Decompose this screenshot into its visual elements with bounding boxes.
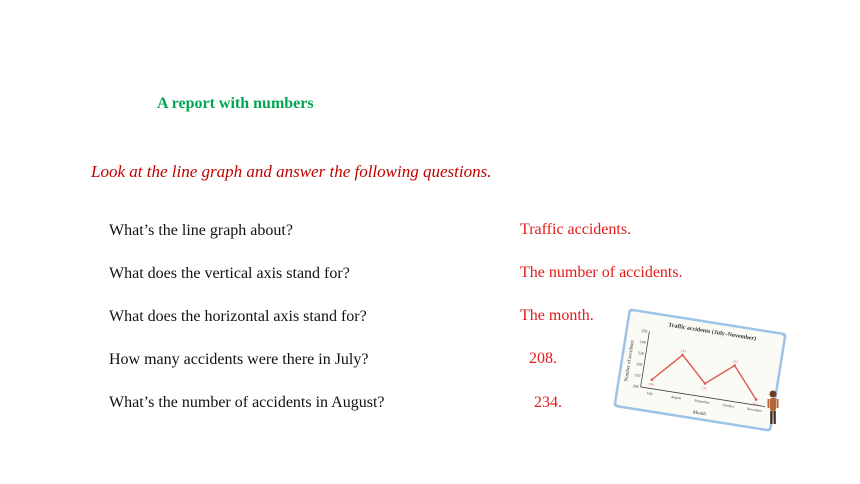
graph-data-label: 234 (680, 348, 687, 354)
section-heading: A report with numbers (157, 95, 314, 112)
question-2: What does the vertical axis stand for? (109, 265, 350, 282)
graph-y-tick: 210 (634, 372, 641, 379)
graph-y-tick: 230 (637, 350, 645, 356)
graph-ylabel: Number of accidents (624, 339, 636, 382)
question-3: What does the horizontal axis stand for? (109, 308, 367, 325)
graph-y-tick: 240 (639, 338, 647, 345)
graph-data-label: 232 (732, 359, 739, 364)
graph-y-tick: 220 (635, 361, 643, 367)
graph-data-label: 205 (752, 402, 759, 407)
question-1: What’s the line graph about? (109, 222, 293, 239)
question-5: What’s the number of accidents in August? (109, 394, 385, 411)
answer-4: 208. (529, 350, 557, 367)
graph-x-tick: November (746, 406, 763, 414)
person-figure-icon (766, 389, 780, 427)
line-graph-card (613, 308, 787, 432)
answer-3: The month. (520, 307, 594, 324)
graph-xlabel: Month (692, 410, 707, 418)
question-4: How many accidents were there in July? (109, 351, 369, 368)
answer-5: 234. (534, 394, 562, 411)
graph-x-tick: July (646, 390, 653, 396)
instruction-text: Look at the line graph and answer the following questions. (91, 162, 492, 181)
answer-2: The number of accidents. (520, 264, 683, 281)
graph-data-label: 208 (648, 382, 655, 387)
answer-1: Traffic accidents. (520, 221, 632, 238)
graph-y-tick: 250 (641, 327, 648, 334)
graph-data-label: 212 (701, 386, 708, 391)
graph-title: Traffic accidents (July–November) (667, 322, 757, 343)
graph-x-tick: October (722, 402, 735, 409)
graph-y-tick: 200 (632, 383, 640, 390)
graph-x-tick: September (694, 398, 710, 405)
graph-x-tick: August (670, 394, 682, 401)
